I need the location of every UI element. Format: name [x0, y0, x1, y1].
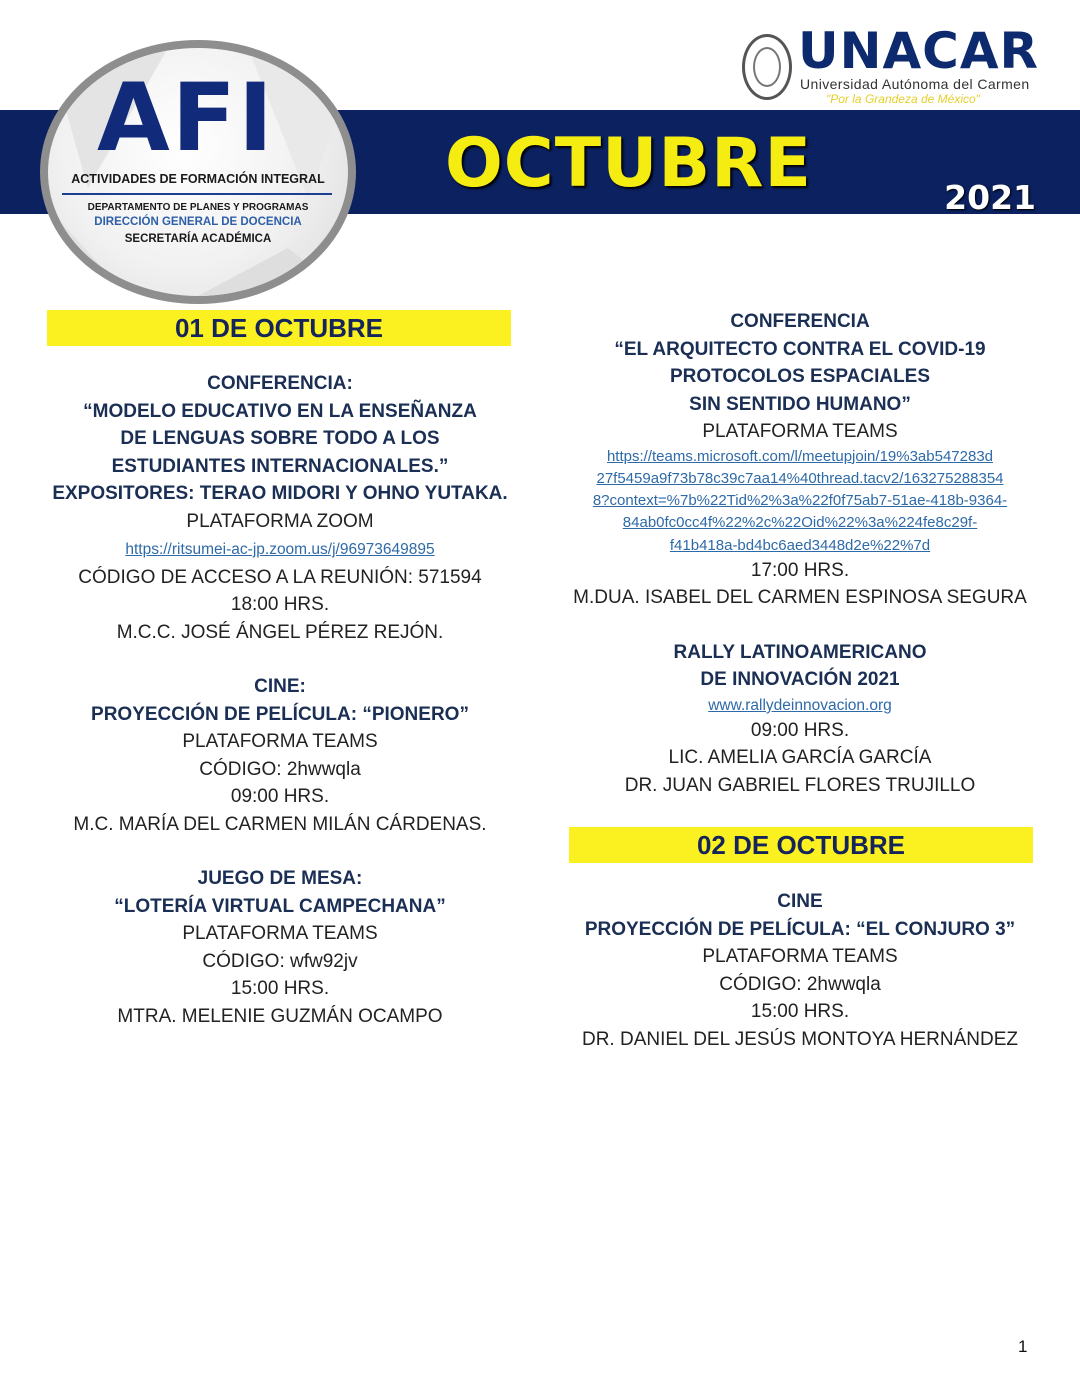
- event-platform: PLATAFORMA ZOOM: [186, 510, 374, 532]
- teams-link-line[interactable]: 84ab0fc0cc4f%22%2c%22Oid%22%3a%224fe8c29f-: [622, 514, 978, 532]
- event-title-line: SIN SENTIDO HUMANO”: [689, 393, 911, 415]
- event-rally: [560, 639, 1040, 800]
- event-platform: PLATAFORMA TEAMS: [702, 421, 898, 442]
- event-title-line: PROTOCOLOS ESPACIALES: [669, 366, 931, 387]
- event-title-line: DE INNOVACIÓN 2021: [700, 669, 900, 691]
- zoom-link[interactable]: https://ritsumei-ac-jp.zoom.us/j/96973649895: [125, 541, 435, 558]
- teams-link-line[interactable]: f41b418a-bd4bc6aed3448d2e%22%7d: [669, 536, 931, 554]
- event-title-line: DE LENGUAS SOBRE TODO A LOS: [120, 428, 440, 449]
- right-column: [560, 308, 1040, 799]
- afi-logo-line2: DEPARTAMENTO DE PLANES Y PROGRAMAS: [87, 202, 309, 213]
- event-time: 18:00 HRS.: [230, 594, 330, 615]
- event-time: 17:00 HRS.: [750, 559, 850, 581]
- event-type: CONFERENCIA: [730, 311, 870, 332]
- university-seal-icon: [742, 34, 792, 100]
- event-type: CINE: [777, 891, 823, 912]
- event-title-line: ESTUDIANTES INTERNACIONALES.”: [111, 455, 449, 477]
- event-time: 09:00 HRS.: [230, 786, 330, 807]
- afi-logo-letters: AFI: [97, 64, 275, 173]
- month-title: OCTUBRE: [445, 124, 812, 203]
- event-type: JUEGO DE MESA:: [197, 868, 363, 889]
- event-time: 09:00 HRS.: [750, 719, 850, 741]
- event-time: 15:00 HRS.: [230, 978, 330, 999]
- left-column: [40, 370, 520, 1030]
- event-title: “LOTERÍA VIRTUAL CAMPECHANA”: [114, 895, 446, 917]
- university-motto: "Por la Grandeza de México": [826, 92, 980, 106]
- event-platform: PLATAFORMA TEAMS: [182, 731, 378, 752]
- event-cine-left: [40, 673, 520, 838]
- event-conference-right: [560, 308, 1040, 612]
- afi-logo-line3: DIRECCIÓN GENERAL DE DOCENCIA: [94, 216, 302, 228]
- afi-logo-divider: [62, 193, 332, 195]
- event-title: PROYECCIÓN DE PELÍCULA: “EL CONJURO 3”: [584, 918, 1016, 940]
- event-platform: PLATAFORMA TEAMS: [182, 923, 378, 944]
- afi-logo-line4: SECRETARÍA ACADÉMICA: [124, 233, 272, 245]
- event-cine-right: [560, 888, 1040, 1053]
- teams-link-line[interactable]: 27f5459a9f73b78c39c7aa14%40thread.tacv2/163275288354: [596, 469, 1004, 487]
- date-heading-oct-01: 01 DE OCTUBRE: [47, 310, 511, 346]
- event-time: 15:00 HRS.: [750, 1001, 850, 1022]
- event-code: CÓDIGO: 2hwwqla: [199, 758, 361, 780]
- event-host: DR. JUAN GABRIEL FLORES TRUJILLO: [624, 774, 976, 796]
- event-code: CÓDIGO: 2hwwqla: [719, 973, 881, 995]
- event-title: PROYECCIÓN DE PELÍCULA: “PIONERO”: [91, 703, 469, 725]
- event-conference-left: [40, 370, 520, 646]
- event-platform: PLATAFORMA TEAMS: [702, 946, 898, 967]
- teams-link-line[interactable]: 8?context=%7b%22Tid%2%3a%22f0f75ab7-51ae-418b-9364-: [592, 492, 1008, 510]
- event-speakers: EXPOSITORES: TERAO MIDORI Y OHNO YUTAKA.: [52, 483, 508, 504]
- event-host: DR. DANIEL DEL JESÚS MONTOYA HERNÁNDEZ: [581, 1028, 1019, 1050]
- right-column-oct-02: [560, 888, 1040, 1053]
- rally-link[interactable]: www.rallydeinnovacion.org: [708, 696, 892, 714]
- event-title-line: “MODELO EDUCATIVO EN LA ENSEÑANZA: [83, 400, 477, 422]
- teams-link-line[interactable]: https://teams.microsoft.com/l/meetupjoin/19%3ab547283d: [606, 447, 994, 465]
- university-subtitle: Universidad Autónoma del Carmen: [800, 76, 1030, 92]
- event-code: CÓDIGO: wfw92jv: [202, 950, 358, 972]
- page-number: 1: [1018, 1337, 1028, 1356]
- event-juego-left: [40, 865, 520, 1030]
- event-host: M.C. MARÍA DEL CARMEN MILÁN CÁRDENAS.: [73, 813, 487, 835]
- date-heading-oct-02: 02 DE OCTUBRE: [569, 827, 1033, 863]
- teams-link[interactable]: [560, 446, 1040, 557]
- event-host: M.DUA. ISABEL DEL CARMEN ESPINOSA SEGURA: [573, 587, 1027, 609]
- year-label: 2021: [944, 178, 1036, 217]
- event-host: LIC. AMELIA GARCÍA GARCÍA: [668, 747, 932, 769]
- event-type: CINE:: [254, 676, 306, 697]
- afi-logo-line1: ACTIVIDADES DE FORMACIÓN INTEGRAL: [71, 172, 325, 186]
- university-name: UNACAR: [798, 22, 1040, 80]
- event-host: M.C.C. JOSÉ ÁNGEL PÉREZ REJÓN.: [116, 621, 444, 643]
- event-title-line: “EL ARQUITECTO CONTRA EL COVID-19: [614, 338, 986, 360]
- event-type: CONFERENCIA:: [207, 373, 353, 394]
- event-title-line: RALLY LATINOAMERICANO: [673, 641, 927, 663]
- event-access-code: CÓDIGO DE ACCESO A LA REUNIÓN: 571594: [78, 566, 482, 588]
- event-host: MTRA. MELENIE GUZMÁN OCAMPO: [117, 1005, 443, 1027]
